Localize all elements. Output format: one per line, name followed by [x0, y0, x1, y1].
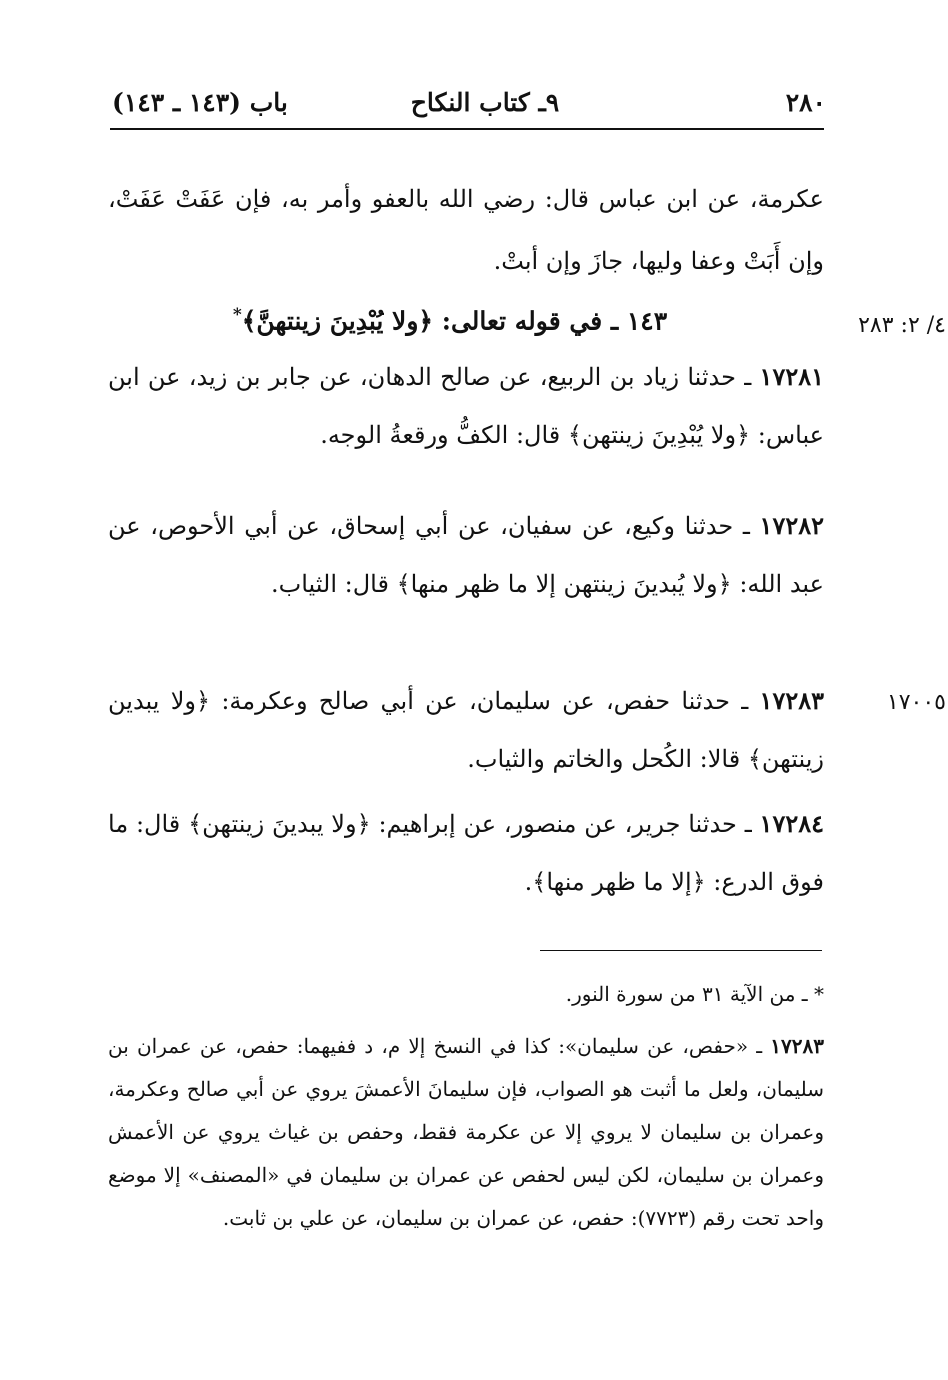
- intro-paragraph: عكرمة، عن ابن عباس قال: رضي الله بالعفو وأمر به، فإن عَفَتْ عَفَتْ، وإن أَبَتْ وعفا وليها، جازَ وإن أبتْ.: [108, 185, 824, 275]
- footnote-paragraph: [108, 1025, 824, 1240]
- hadith-text: ـ حدثنا جرير، عن منصور، عن إبراهيم: ﴿ولا يبدينَ زينتهن﴾ قال: ما فوق الدرع: ﴿إلا ما ظهر منها﴾.: [108, 810, 824, 896]
- hadith-number: ١٧٢٨٣: [759, 686, 824, 715]
- header-divider: [110, 128, 824, 130]
- footnote-divider: [540, 950, 822, 951]
- page-number: ٢٨٠: [785, 88, 826, 117]
- hadith-number: ١٧٢٨١: [759, 362, 824, 391]
- footnote-star: * ـ من الآية ٣١ من سورة النور.: [565, 982, 824, 1006]
- hadith-text: ـ حدثنا زياد بن الربيع، عن صالح الدهان، عن جابر بن زيد، عن ابن عباس: ﴿ولا يُبْدِينَ زينتهن﴾ قال: الكفُّ ورقعةُ الوجه.: [108, 363, 824, 449]
- chapter-range: باب (١٤٣ ـ ١٤٣): [112, 88, 288, 117]
- footnote-number: ١٧٢٨٣: [770, 1034, 825, 1058]
- hadith-paragraph: [108, 497, 824, 613]
- margin-reference: ٤/ ٢: ٢٨٣: [858, 313, 946, 338]
- book-title: ٩ـ كتاب النكاح: [410, 88, 560, 117]
- section-heading: [170, 305, 730, 335]
- hadith-paragraph: [108, 672, 824, 788]
- margin-reference: ١٧٠٠٥: [886, 690, 946, 715]
- section-heading-text: ١٤٣ ـ في قوله تعالى: ﴿ولا يُبْدِينَ زينتهنَّ﴾: [241, 306, 668, 336]
- footnote-marker: *: [232, 305, 242, 325]
- hadith-text: ـ حدثنا حفص، عن سليمان، عن أبي صالح وعكرمة: ﴿ولا يبدين زينتهن﴾ قالا: الكُحل والخاتم والثياب.: [108, 687, 824, 773]
- hadith-paragraph: [108, 795, 824, 911]
- hadith-number: ١٧٢٨٢: [759, 511, 824, 540]
- hadith-paragraph: [108, 348, 824, 464]
- footnote-text: ـ «حفص، عن سليمان»: كذا في النسخ إلا م، د ففيهما: حفص، عن عمران بن سليمان، ولعل ما أثبت هو الصواب، فإن سليمانَ الأعمشَ يروي عن أبي صالح وعكرمة، وعمران بن سليمان لا يروي إلا عن عكرمة فقط، وحفص بن غياث يروي عن الأعمش وعمران بن سليمان، لكن ليس لحفص عن عمران بن سليمان في «المصنف» إلا موضع واحد تحت رقم (٧٧٢٣): حفص، عن عمران بن سليمان، عن علي بن ثابت.: [108, 1034, 825, 1230]
- hadith-number: ١٧٢٨٤: [759, 809, 824, 838]
- hadith-text: ـ حدثنا وكيع، عن سفيان، عن أبي إسحاق، عن أبي الأحوص، عن عبد الله: ﴿ولا يُبدينَ زينتهن إلا ما ظهر منها﴾ قال: الثياب.: [108, 512, 824, 598]
